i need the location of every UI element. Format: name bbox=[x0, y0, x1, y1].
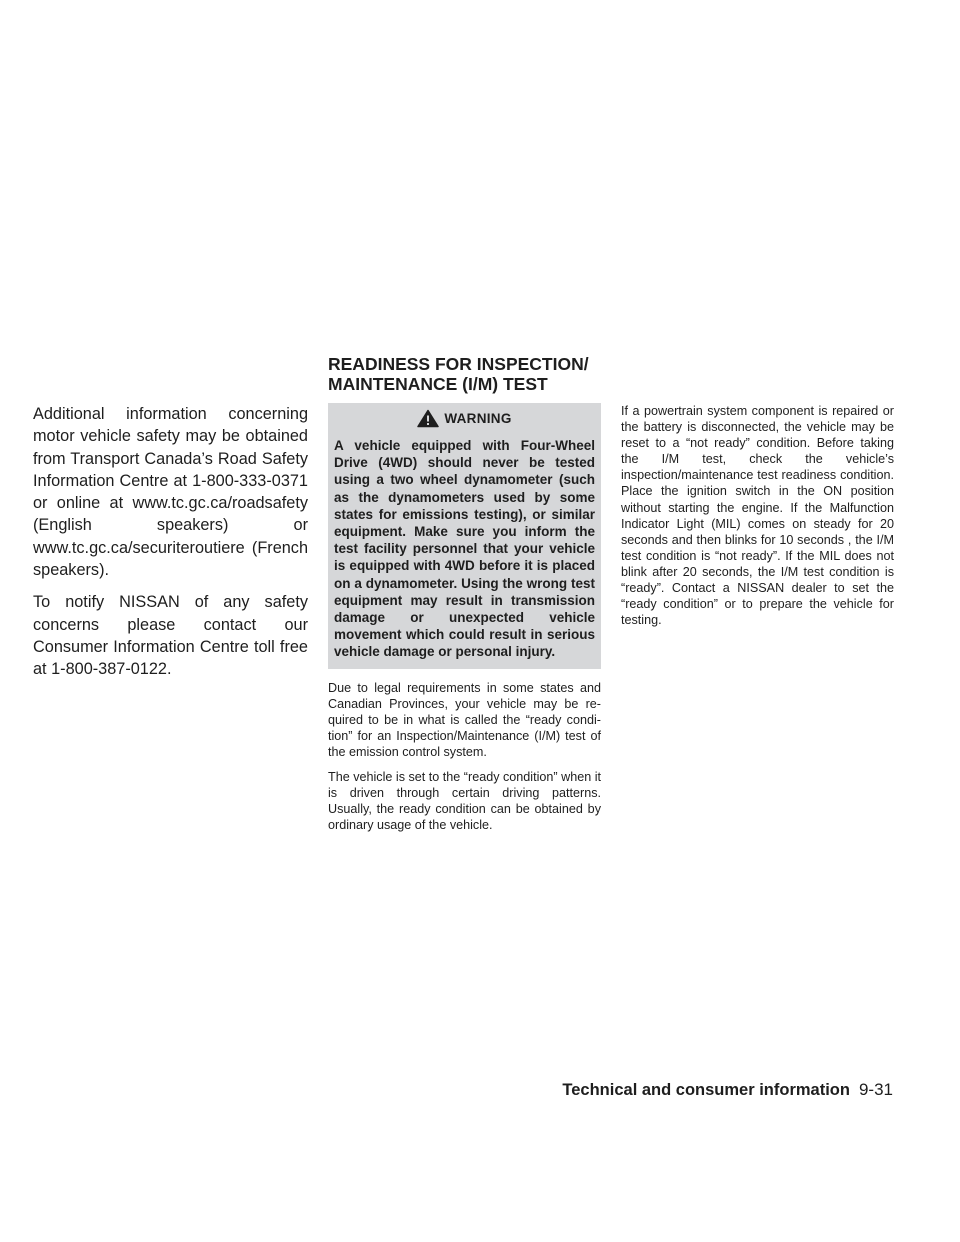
page-footer bbox=[562, 1080, 893, 1100]
footer-section-name: Technical and consumer information bbox=[562, 1081, 850, 1099]
warning-triangle-icon bbox=[417, 409, 439, 428]
middle-body-text bbox=[328, 680, 601, 834]
page-number: 9-31 bbox=[858, 1080, 893, 1099]
section-heading bbox=[328, 354, 648, 394]
paragraph-ready-condition: The vehicle is set to the “ready condition” when it is driven through certain driving patterns. Usually, the ready condition can be obtained by ordinary usage of the vehicle. bbox=[328, 770, 602, 833]
paragraph-powertrain: If a powertrain system component is repaired or the battery is disconnected, the vehicle may be reset to a “not ready” condition. Before taking the I/M test, check the vehicle’s inspection/maintenance test readiness condition. Place the ignition switch in the ON position without starting the engine. If the Malfunction Indicator Light (MIL) comes on steady for 20 seconds and then blinks for 10 seconds , the I/M test condition is “not ready”. If the MIL does not blink after 20 seconds, the I/M test condition is “ready”. Contact a NISSAN dealer to set the “ready condition” or to prepare the vehicle for testing. bbox=[621, 404, 894, 628]
left-column bbox=[33, 403, 308, 691]
paragraph-legal-requirements: Due to legal requirements in some states and Canadian Provinces, your vehicle may be required to be in what is called the “ready condition” for an Inspection/Maintenance (I/M) test of the emission control system. bbox=[328, 680, 601, 760]
middle-column bbox=[328, 403, 601, 842]
paragraph-nissan-contact: To notify NISSAN of any safety concerns please contact our Consumer Information Centre toll free at 1-800-387-0122. bbox=[33, 593, 308, 679]
paragraph-transport-canada: Additional information concerning motor vehicle safety may be obtained from Transport Canada’s Road Safety Information Centre at 1-800-333-0371 or online at www.tc.gc.ca/roadsafety (English speakers) or www.tc.gc.ca/securiteroutiere (French speakers). bbox=[33, 405, 308, 580]
warning-box bbox=[328, 403, 601, 669]
section-heading-line1: READINESS FOR INSPECTION/ bbox=[328, 354, 589, 374]
right-column bbox=[621, 403, 894, 637]
section-heading-line2: MAINTENANCE (I/M) TEST bbox=[328, 374, 548, 394]
warning-text: A vehicle equipped with Four-Wheel Drive (4WD) should never be tested using a two wheel dynamometer (such as the dynamometers used by some states for emissions testing), or similar equipment. Make sure you inform the test facility personnel that your vehicle is equipped with 4WD before it is placed on a dynamometer. Using the wrong test equipment may result in transmission damage or unexpected vehicle movement which could result in serious vehicle damage or personal injury. bbox=[334, 438, 595, 660]
warning-label: WARNING bbox=[444, 410, 512, 426]
warning-header bbox=[334, 407, 595, 429]
